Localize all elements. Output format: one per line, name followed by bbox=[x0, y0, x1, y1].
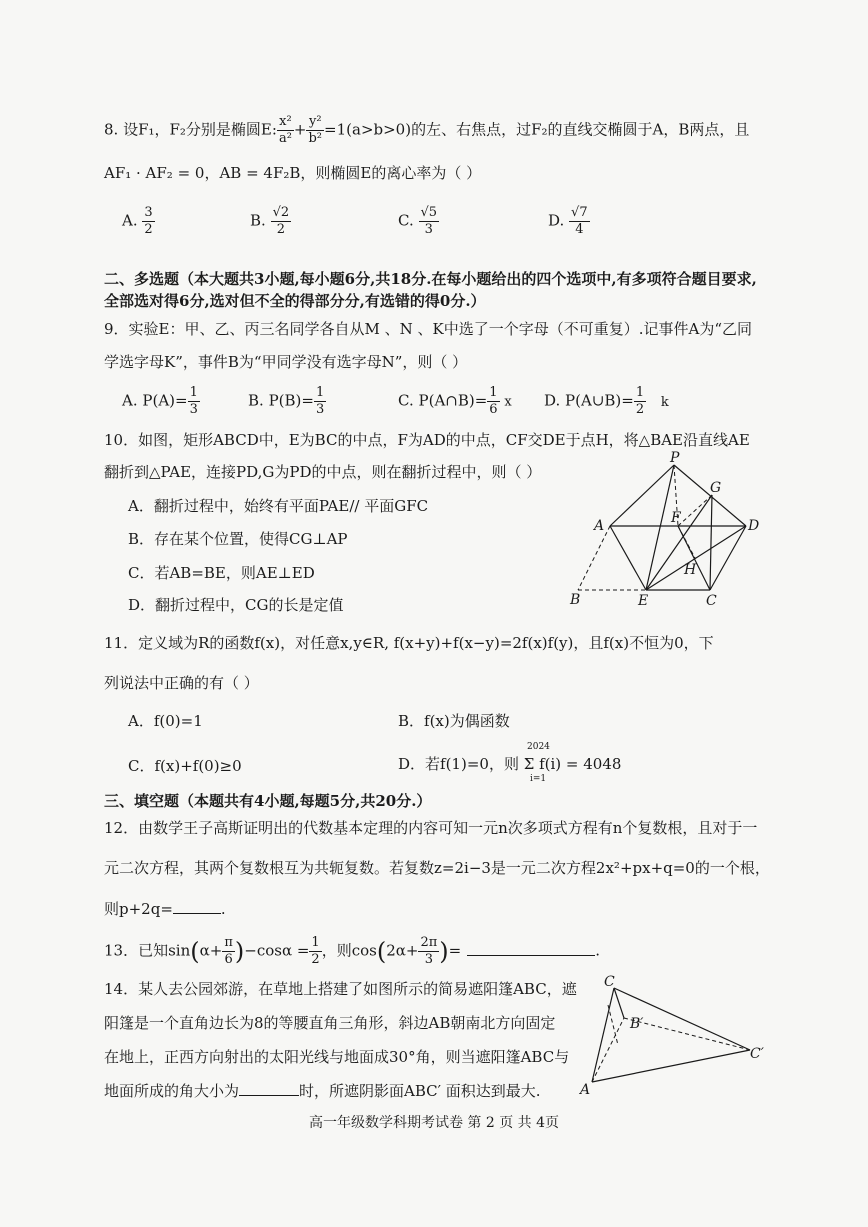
q12-line3 bbox=[104, 898, 226, 920]
q8-option-a-num: 3 bbox=[144, 205, 153, 220]
q9-option-c-den: 6 bbox=[489, 402, 498, 417]
q9-option-a-frac bbox=[188, 385, 200, 418]
q13-line bbox=[104, 935, 600, 968]
q9-option-b-frac bbox=[314, 385, 326, 418]
q13-frac-2pi3-num: 2π bbox=[420, 935, 438, 950]
q9-option-c-num: 1 bbox=[489, 385, 498, 400]
q8-frac-y-num: y² bbox=[306, 114, 324, 131]
q9-line2: 学选字母K”，事件B为“甲同学没有选字母N”，则（ ） bbox=[104, 353, 468, 371]
q9-option-a-num: 1 bbox=[189, 385, 198, 400]
page-footer: 高一年级数学科期考试卷 第 2 页 共 4页 bbox=[308, 1115, 560, 1131]
q9-option-c-label: C. bbox=[398, 391, 414, 410]
q14-fig-label-a: A bbox=[580, 1082, 591, 1098]
q10-line2: 翻折到△PAE，连接PD,G为PD的中点，则在翻折过程中，则（ ） bbox=[104, 463, 542, 481]
q8-option-d-frac bbox=[569, 205, 590, 238]
q8-option-b-num: √2 bbox=[272, 205, 290, 220]
q8-option-c-frac bbox=[419, 205, 440, 238]
q10-fig-label-g: G bbox=[710, 480, 722, 496]
q13-frac-pi6-den: 6 bbox=[224, 952, 233, 967]
q9-option-b-label: B. bbox=[248, 391, 264, 410]
q10-option-a: A．翻折过程中，始终有平面PAE// 平面GFC bbox=[128, 497, 429, 515]
q13-frac-pi6-num: π bbox=[224, 935, 233, 950]
q12-period: . bbox=[220, 900, 226, 918]
q13-paren-open-1: ( bbox=[190, 937, 200, 966]
q14-line1: 14．某人去公园郊游，在草地上搭建了如图所示的简易遮阳篷ABC，遮 bbox=[104, 980, 577, 998]
q9-option-d-expr: P(A∪B)= bbox=[565, 391, 634, 410]
q11-sum-lower-limit: i=1 bbox=[530, 774, 547, 784]
q11-option-b: B．f(x)为偶函数 bbox=[398, 712, 510, 730]
q9-option-b-den: 3 bbox=[315, 402, 325, 417]
q13-frac-half-den: 2 bbox=[311, 952, 320, 967]
q9-option-c-expr: P(A∩B)= bbox=[418, 391, 488, 410]
q8-frac-x-den: a² bbox=[278, 131, 292, 146]
q8-option-b-label: B. bbox=[250, 211, 266, 230]
q9-option-d-label: D. bbox=[544, 391, 561, 410]
q10-fig-label-c: C bbox=[706, 593, 717, 609]
q10-fig-label-b: B bbox=[570, 592, 581, 608]
q9-option-b-expr: P(B)= bbox=[268, 391, 314, 410]
q13-period: . bbox=[595, 941, 601, 960]
q11-line1: 11．定义域为R的函数f(x)，对任意x,y∈R, f(x+y)+f(x−y)=2f(x)f(y)，且f(x)不恒为0，下 bbox=[104, 634, 714, 652]
q9-option-b-num: 1 bbox=[315, 385, 325, 400]
q9-option-d-handwritten-mark: k bbox=[660, 394, 669, 410]
q12-line2: 元二次方程，其两个复数根互为共轭复数。若复数z=2i−3是一元二次方程2x²+px+q=0的一个根， bbox=[104, 859, 770, 877]
q8-option-b-frac bbox=[271, 205, 292, 238]
q13-frac-pi6 bbox=[222, 935, 235, 968]
q8-option-a-frac bbox=[142, 205, 154, 238]
q8-option-d-den: 4 bbox=[575, 222, 584, 237]
q8-option-c-num: √5 bbox=[420, 205, 438, 220]
q9-line1: 9．实验E：甲、乙、丙三名同学各自从M 、N 、K中选了一个字母（不可重复）.记事件A为“乙同 bbox=[104, 320, 752, 338]
q14-line3: 在地上，正西方向射出的太阳光线与地面成30°角，则当遮阳篷ABC与 bbox=[104, 1048, 570, 1066]
q9-option-a-expr: P(A)= bbox=[142, 391, 188, 410]
q8-option-a-den: 2 bbox=[144, 222, 153, 237]
q11-sum-upper-limit: 2024 bbox=[527, 742, 550, 752]
q13-frac-2pi3-den: 3 bbox=[424, 952, 434, 967]
q8-option-a bbox=[122, 205, 155, 238]
q14-figure bbox=[578, 970, 778, 1100]
q8-line2: AF₁ · AF₂ = 0，AB = 4F₂B，则椭圆E的离心率为（ ） bbox=[104, 164, 482, 182]
q10-fig-label-f: F bbox=[671, 510, 681, 526]
q10-fig-label-h: H bbox=[684, 562, 697, 578]
q10-fig-label-d: D bbox=[748, 518, 760, 534]
section3-heading: 三、填空题（本题共有4小题,每题5分,共20分.） bbox=[104, 792, 432, 810]
q12-line3-text: 则p+2q= bbox=[104, 900, 173, 918]
q8-option-a-label: A. bbox=[122, 211, 138, 230]
q14-answer-blank[interactable] bbox=[239, 1095, 299, 1096]
q8-text-a: 8. 设F₁，F₂分别是椭圆E: bbox=[104, 120, 277, 139]
q9-option-b bbox=[248, 385, 326, 418]
q14-fig-label-b-prime: B′ bbox=[630, 1016, 644, 1032]
q13-answer-blank[interactable] bbox=[467, 955, 595, 956]
q9-option-d-frac bbox=[634, 385, 646, 418]
q10-line1: 10．如图，矩形ABCD中，E为BC的中点，F为AD的中点，CF交DE于点H，将△BAE沿直线AE bbox=[104, 431, 750, 449]
q13-equals: = bbox=[448, 941, 462, 960]
q9-option-d-num: 1 bbox=[635, 385, 645, 400]
q8-option-d bbox=[548, 205, 590, 238]
q14-line4-text-a: 地面所成的角大小为 bbox=[104, 1082, 240, 1100]
q8-text-b: =1(a>b>0)的左、右焦点，过F₂的直线交椭圆于A，B两点，且 bbox=[324, 120, 750, 139]
q8-option-c-den: 3 bbox=[424, 222, 433, 237]
q11-option-c: C．f(x)+f(0)≥0 bbox=[128, 757, 242, 775]
q13-paren-close-1: ) bbox=[234, 937, 245, 966]
q14-fig-label-c: C bbox=[604, 974, 615, 990]
q9-option-a bbox=[122, 385, 200, 418]
q8-option-b-den: 2 bbox=[276, 222, 285, 237]
q13-arg1: α+ bbox=[199, 941, 223, 960]
q10-fig-label-e: E bbox=[638, 593, 649, 609]
q10-fig-label-p: P bbox=[670, 450, 680, 466]
q9-option-c-frac bbox=[487, 385, 499, 418]
q13-frac-2pi3 bbox=[418, 935, 439, 968]
q10-option-c: C．若AB=BE，则AE⊥ED bbox=[128, 564, 315, 582]
q8-line1 bbox=[104, 114, 749, 147]
q14-line2: 阳篷是一个直角边长为8的等腰直角三角形，斜边AB朝南北方向固定 bbox=[104, 1014, 556, 1032]
q12-line1: 12．由数学王子高斯证明出的代数基本定理的内容可知一元n次多项式方程有n个复数根，且对于一 bbox=[104, 819, 758, 837]
q13-prefix: 13．已知sin bbox=[104, 941, 191, 960]
q9-option-c bbox=[398, 385, 512, 418]
q10-option-d: D．翻折过程中，CG的长是定值 bbox=[128, 596, 344, 614]
q13-mid: −cosα = bbox=[244, 941, 310, 960]
q14-fig-label-c-prime: C′ bbox=[750, 1046, 764, 1062]
q14-line4 bbox=[104, 1080, 541, 1102]
q8-option-c-label: C. bbox=[398, 211, 414, 230]
q10-figure bbox=[560, 450, 775, 610]
q8-option-d-label: D. bbox=[548, 211, 565, 230]
q8-option-c bbox=[398, 205, 439, 238]
q13-arg2: 2α+ bbox=[386, 941, 419, 960]
q13-paren-open-2: ( bbox=[376, 937, 387, 966]
q12-answer-blank[interactable] bbox=[173, 913, 221, 914]
q13-frac-half bbox=[309, 935, 321, 968]
q10-option-b: B．存在某个位置，使得CG⊥AP bbox=[128, 530, 348, 548]
q14-line4-text-b: 时，所遮阴影面ABC′ 面积达到最大. bbox=[299, 1082, 541, 1100]
q8-frac-y-den: b² bbox=[308, 131, 323, 146]
q13-then: ，则cos bbox=[321, 941, 377, 960]
q10-fig-label-a: A bbox=[594, 518, 605, 534]
q11-line2: 列说法中正确的有（ ） bbox=[104, 674, 259, 692]
q11-option-a: A．f(0)=1 bbox=[128, 712, 203, 730]
q13-frac-half-num: 1 bbox=[311, 935, 320, 950]
q9-option-d-den: 2 bbox=[635, 402, 645, 417]
section2-heading-line1: 二、多选题（本大题共3小题,每小题6分,共18分.在每小题给出的四个选项中,有多项符合题目要求, bbox=[104, 270, 757, 288]
q11-option-d: D．若f(1)=0，则 Σ f(i) = 4048 bbox=[398, 755, 622, 773]
q13-paren-close-2: ) bbox=[439, 937, 449, 966]
q8-frac-y bbox=[306, 114, 324, 147]
q9-option-d bbox=[544, 385, 669, 418]
q8-plus: + bbox=[293, 120, 307, 139]
section2-heading-line2: 全部选对得6分,选对但不全的得部分分,有选错的得0分.） bbox=[104, 292, 486, 310]
q8-frac-x bbox=[277, 114, 294, 147]
q9-option-a-label: A. bbox=[122, 391, 138, 410]
q8-option-b bbox=[250, 205, 291, 238]
q8-option-d-num: √7 bbox=[571, 205, 588, 220]
q9-option-a-den: 3 bbox=[189, 402, 198, 417]
q8-frac-x-num: x² bbox=[277, 114, 294, 131]
q9-option-c-handwritten-mark: x bbox=[504, 394, 512, 410]
